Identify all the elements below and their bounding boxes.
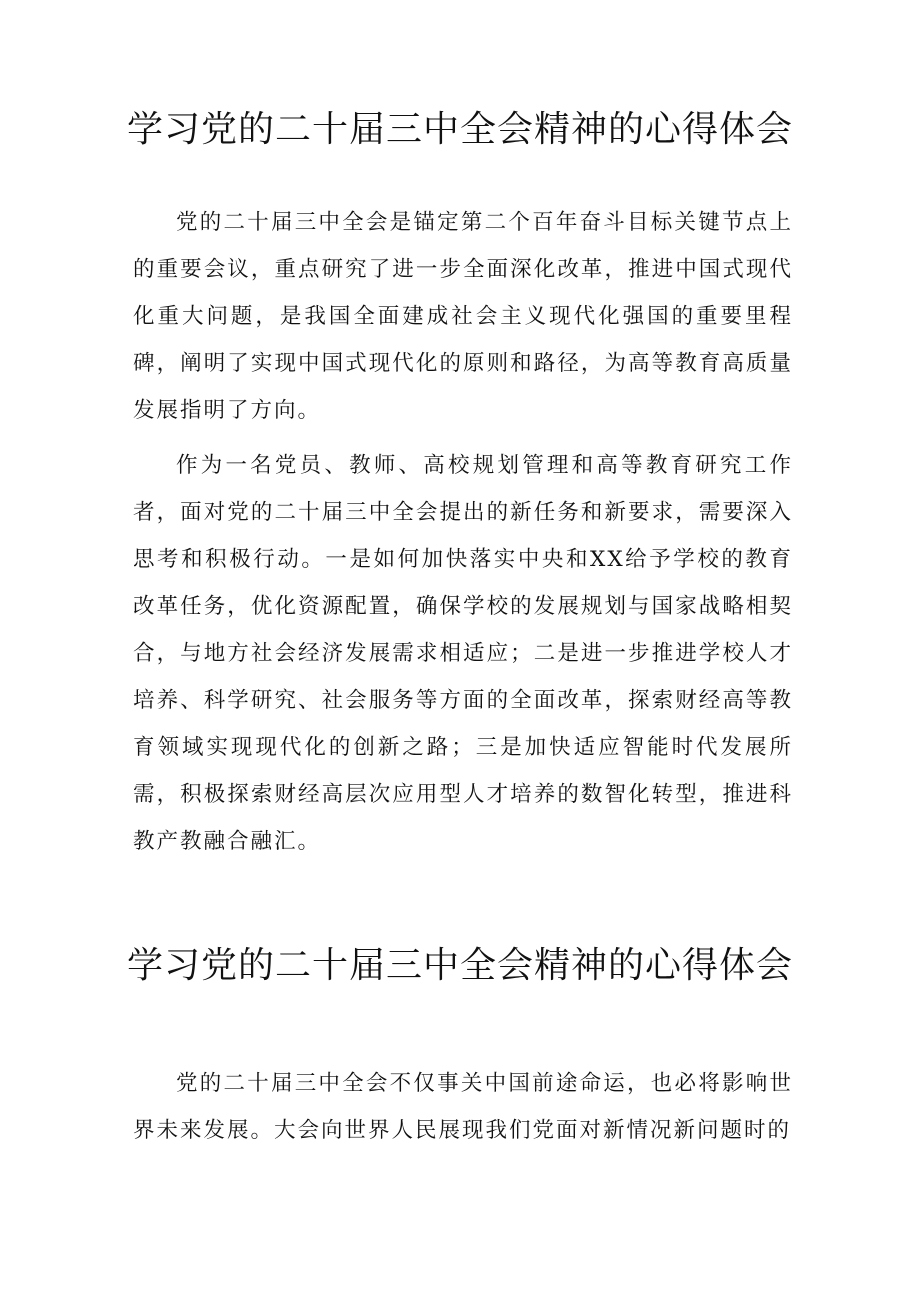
body-paragraph: 党的二十届三中全会不仅事关中国前途命运，也必将影响世界未来发展。大会向世界人民展现我们党面对新情况新问题时的 bbox=[133, 1071, 793, 1143]
article-title: 学习党的二十届三中全会精神的心得体会 bbox=[126, 109, 793, 150]
body-paragraph: 党的二十届三中全会是锚定第二个百年奋斗目标关键节点上的重要会议，重点研究了进一步全面深化改革，推进中国式现代化重大问题，是我国全面建成社会主义现代化强国的重要里程碑，阐明了实现中国式现代化的原则和路径，为高等教育高质量发展指明了方向。 bbox=[133, 210, 793, 423]
body-paragraph: 作为一名党员、教师、高校规划管理和高等教育研究工作者，面对党的二十届三中全会提出的新任务和新要求，需要深入思考和积极行动。一是如何加快落实中央和XX给予学校的教育改革任务，优化资源配置，确保学校的发展规划与国家战略相契合，与地方社会经济发展需求相适应；二是进一步推进学校人才培养、科学研究、社会服务等方面的全面改革，探索财经高等教育领域实现现代化的创新之路；三是加快适应智能时代发展所需，积极探索财经高层次应用型人才培养的数智化转型，推进科教产教融合融汇。 bbox=[133, 453, 793, 854]
article-title: 学习党的二十届三中全会精神的心得体会 bbox=[126, 945, 793, 986]
